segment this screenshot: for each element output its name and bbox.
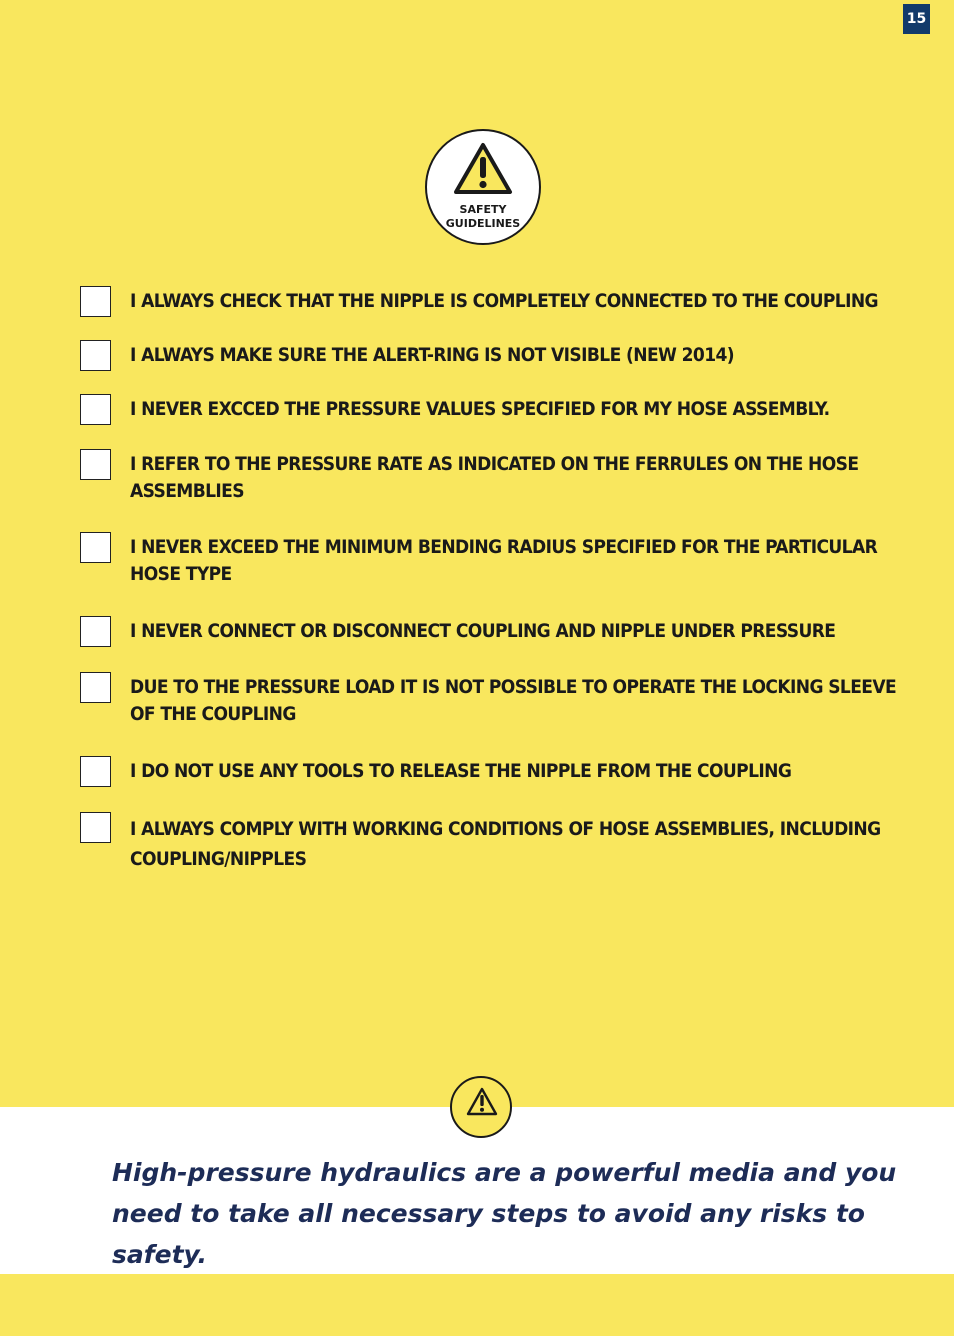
checklist-item-text: I ALWAYS MAKE SURE THE ALERT-RING IS NOT VISIBLE (NEW 2014): [130, 344, 735, 366]
checklist-item-text: DUE TO THE PRESSURE LOAD IT IS NOT POSSIBLE TO OPERATE THE LOCKING SLEEVE OF THE COUPLING: [130, 676, 897, 725]
warning-triangle-icon: [465, 1086, 499, 1118]
checkbox[interactable]: [80, 672, 111, 703]
checkbox[interactable]: [80, 812, 111, 843]
safety-guidelines-badge: [425, 129, 541, 245]
footer-warning-badge: [450, 1076, 512, 1138]
safety-statement-line-1: High-pressure hydraulics are a powerful media and you: [112, 1158, 897, 1187]
checklist-item-text: I ALWAYS CHECK THAT THE NIPPLE IS COMPLETELY CONNECTED TO THE COUPLING: [130, 290, 878, 312]
checklist-item-text: I NEVER EXCCED THE PRESSURE VALUES SPECIFIED FOR MY HOSE ASSEMBLY.: [130, 398, 830, 420]
badge-label-line-1: SAFETY: [459, 203, 507, 216]
checkbox[interactable]: [80, 394, 111, 425]
checkbox[interactable]: [80, 616, 111, 647]
badge-label: [427, 203, 539, 231]
badge-label-line-2: GUIDELINES: [445, 217, 521, 230]
checklist-item-text: I NEVER EXCEED THE MINIMUM BENDING RADIUS SPECIFIED FOR THE PARTICULAR HOSE TYPE: [130, 536, 878, 585]
warning-triangle-icon: [452, 141, 514, 197]
safety-statement-line-2: need to take all necessary steps to avoid any risks to safety.: [112, 1199, 865, 1269]
safety-statement: [112, 1152, 912, 1275]
checkbox[interactable]: [80, 286, 111, 317]
page-number: 15: [903, 4, 930, 34]
checkbox[interactable]: [80, 756, 111, 787]
checkbox[interactable]: [80, 449, 111, 480]
checklist-item-text: I ALWAYS COMPLY WITH WORKING CONDITIONS OF HOSE ASSEMBLIES, INCLUDING COUPLING/NIPPLES: [130, 818, 881, 870]
checklist-item-text: I NEVER CONNECT OR DISCONNECT COUPLING AND NIPPLE UNDER PRESSURE: [130, 620, 836, 642]
checklist-item-text: I REFER TO THE PRESSURE RATE AS INDICATED ON THE FERRULES ON THE HOSE ASSEMBLIES: [130, 453, 859, 502]
checkbox[interactable]: [80, 340, 111, 371]
checkbox[interactable]: [80, 532, 111, 563]
checklist-item-text: I DO NOT USE ANY TOOLS TO RELEASE THE NIPPLE FROM THE COUPLING: [130, 760, 792, 782]
